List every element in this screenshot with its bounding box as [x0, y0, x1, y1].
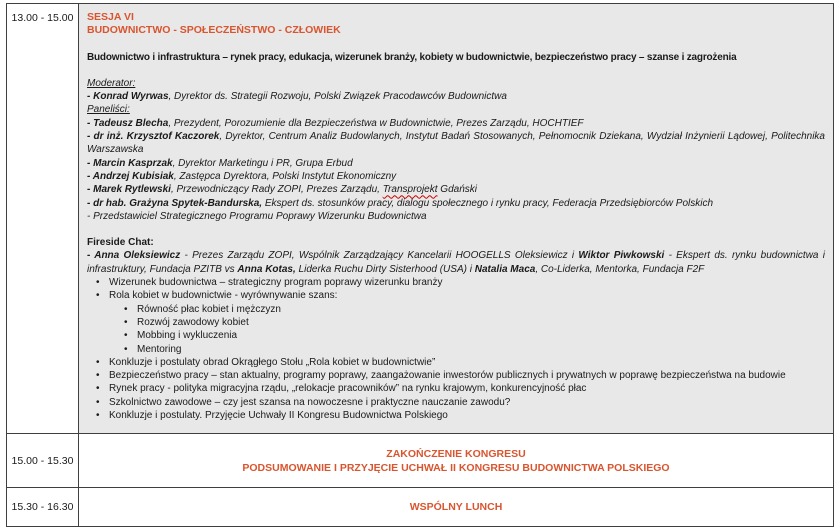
person-desc: , Prezydent, Porozumienie dla Bezpieczeństwa w Budownictwie, Prezes Zarządu, HOCHTIEF — [168, 117, 584, 129]
spellcheck-underlined-word: Transprojekt — [382, 184, 438, 196]
person-name: - Tadeusz Blecha — [87, 117, 169, 129]
person-name: - dr hab. Grażyna Spytek-Bandurska, — [87, 197, 263, 209]
panelist-line — [87, 183, 825, 196]
agenda-bullet — [87, 276, 825, 289]
bullet-text: Rola kobiet w budownictwie - wyrównywanie szans: — [109, 290, 338, 302]
person-name: Wiktor Piwkowski — [578, 250, 665, 262]
time-label: 13.00 - 15.00 — [11, 12, 74, 24]
moderator-line — [87, 90, 825, 103]
agenda-bullet — [87, 396, 825, 409]
agenda-bullet — [87, 409, 825, 422]
bullet-text: Szkolnictwo zawodowe – czy jest szansa na nowoczesne i praktyczne nauczanie zawodu? — [109, 396, 511, 408]
session-code: SESJA VI — [87, 11, 134, 23]
closing-title-line1: ZAKOŃCZENIE KONGRESU — [386, 447, 526, 460]
agenda-sub-bullet — [87, 316, 825, 329]
time-cell — [7, 434, 79, 487]
person-name: Anna Kotas, — [237, 263, 296, 275]
bullet-text: Konkluzje i postulaty. Przyjęcie Uchwały II Kongresu Budownictwa Polskiego — [109, 410, 448, 422]
agenda-sub-bullet — [87, 329, 825, 342]
moderator-label: Moderator: — [87, 77, 136, 89]
bullet-text: Rynek pracy - polityka migracyjna rządu, „relokacje pracowników” na rynku krajowym, konkurencyjność płac — [109, 383, 587, 395]
agenda-bullet — [87, 382, 825, 395]
panelists-label: Paneliści: — [87, 104, 130, 116]
fireside-chat-line — [87, 249, 825, 276]
panelist-line — [87, 197, 825, 210]
bullet-icon: • — [96, 290, 100, 302]
bullet-icon: • — [96, 383, 100, 395]
panelist-line — [87, 210, 825, 223]
bullet-text: Równość płac kobiet i mężczyzn — [137, 303, 281, 315]
person-desc: , Dyrektor Marketingu i PR, Grupa Erbud — [172, 157, 353, 169]
person-name: - Konrad Wyrwas — [87, 91, 169, 103]
agenda-bullet — [87, 289, 825, 302]
person-name: - Andrzej Kubisiak — [87, 170, 174, 182]
person-desc: - Ekspert ds. rynku budownictwa i infrastruktury, Fundacja PZITB vs — [87, 250, 825, 275]
table-row-closing — [7, 434, 833, 488]
person-name: - dr inż. Krzysztof Kaczorek — [87, 131, 220, 143]
bullet-text: Rozwój zawodowy kobiet — [137, 316, 249, 328]
person-name: Natalia Maca — [474, 263, 536, 275]
bullet-text: Mobbing i wykluczenia — [137, 330, 238, 342]
bullet-text: Bezpieczeństwo pracy – stan aktualny, programy poprawy, zaangażowanie inwestorów publicznych i prywatnych w poprawę bezpieczeństwa na budowie — [109, 370, 786, 382]
blank-line — [87, 64, 825, 77]
person-desc: , Dyrektor ds. Strategii Rozwoju, Polski Związek Pracodawców Budownictwa — [168, 91, 507, 103]
bullet-icon: • — [96, 277, 100, 289]
bullet-icon: • — [124, 316, 128, 328]
fireside-chat-label: Fireside Chat: — [87, 237, 154, 249]
person-name: - Marek Rytlewski — [87, 184, 171, 196]
person-desc: , Dyrektor, Centrum Analiz Budowlanych, Instytut Badań Stosowanych, Pełnomocnik Dziekana, Wydział Inżynierii Lądowej, Politechnika Warszawska — [87, 131, 825, 156]
bullet-icon: • — [96, 370, 100, 382]
bullet-text: Wizerunek budownictwa – strategiczny program poprawy wizerunku branży — [109, 277, 443, 289]
time-cell — [7, 4, 79, 433]
person-desc: Gdański — [437, 184, 477, 196]
table-row-lunch — [7, 488, 833, 526]
session-subject: Budownictwo i infrastruktura – rynek pracy, edukacja, wizerunek branży, kobiety w budownictwie, bezpieczeństwo pracy – szanse i zagrożenia — [87, 51, 737, 63]
lunch-title: WSPÓLNY LUNCH — [409, 501, 503, 513]
blank-line — [87, 223, 825, 236]
agenda-table — [6, 3, 834, 527]
person-desc: , Przewodniczący Rady ZOPI, Prezes Zarządu, — [170, 184, 383, 196]
person-desc: Liderka Ruchu Dirty Sisterhood (USA) i — [295, 263, 475, 275]
bullet-icon: • — [124, 303, 128, 315]
panelist-line — [87, 117, 825, 130]
person-desc: - Prezes Zarządu ZOPI, Wspólnik Zarządzający Kancelarii HOOGELLS Oleksiewicz i — [180, 250, 579, 262]
time-cell — [7, 488, 79, 526]
bullet-icon: • — [96, 410, 100, 422]
agenda-sub-bullet — [87, 303, 825, 316]
agenda-bullet — [87, 369, 825, 382]
closing-cell — [79, 434, 833, 487]
lunch-cell — [79, 488, 833, 526]
bullet-icon: • — [124, 330, 128, 342]
bullet-icon: • — [96, 356, 100, 368]
agenda-sub-bullet — [87, 343, 825, 356]
person-desc: , Co-Liderka, Mentorka, Fundacja F2F — [535, 263, 705, 275]
person-desc: - Przedstawiciel Strategicznego Programu Poprawy Wizerunku Budownictwa — [87, 210, 427, 222]
bullet-text: Konkluzje i postulaty obrad Okrągłego Stołu „Rola kobiet w budownictwie” — [109, 356, 436, 368]
person-desc: , Zastępca Dyrektora, Polski Instytut Ekonomiczny — [173, 170, 397, 182]
panelist-line — [87, 170, 825, 183]
person-desc: Ekspert ds. stosunków pracy, dialogu społecznego i rynku pracy, Federacja Przedsiębiorców Polskich — [262, 197, 714, 209]
bullet-icon: • — [96, 396, 100, 408]
person-name: - Marcin Kasprzak — [87, 157, 173, 169]
bullet-icon: • — [124, 343, 128, 355]
bullet-text: Mentoring — [137, 343, 182, 355]
time-label: 15.30 - 16.30 — [11, 501, 74, 513]
person-name: - Anna Oleksiewicz — [87, 250, 181, 262]
panelist-line — [87, 130, 825, 157]
session-title: BUDOWNICTWO - SPOŁECZEŃSTWO - CZŁOWIEK — [87, 24, 341, 37]
agenda-bullet — [87, 356, 825, 369]
closing-title-line2: PODSUMOWANIE I PRZYJĘCIE UCHWAŁ II KONGRESU BUDOWNICTWA POLSKIEGO — [242, 461, 670, 474]
time-label: 15.00 - 15.30 — [11, 454, 74, 467]
table-row-session-6 — [7, 4, 833, 434]
session-cell — [79, 4, 833, 433]
blank-line — [87, 38, 825, 51]
panelist-line — [87, 157, 825, 170]
